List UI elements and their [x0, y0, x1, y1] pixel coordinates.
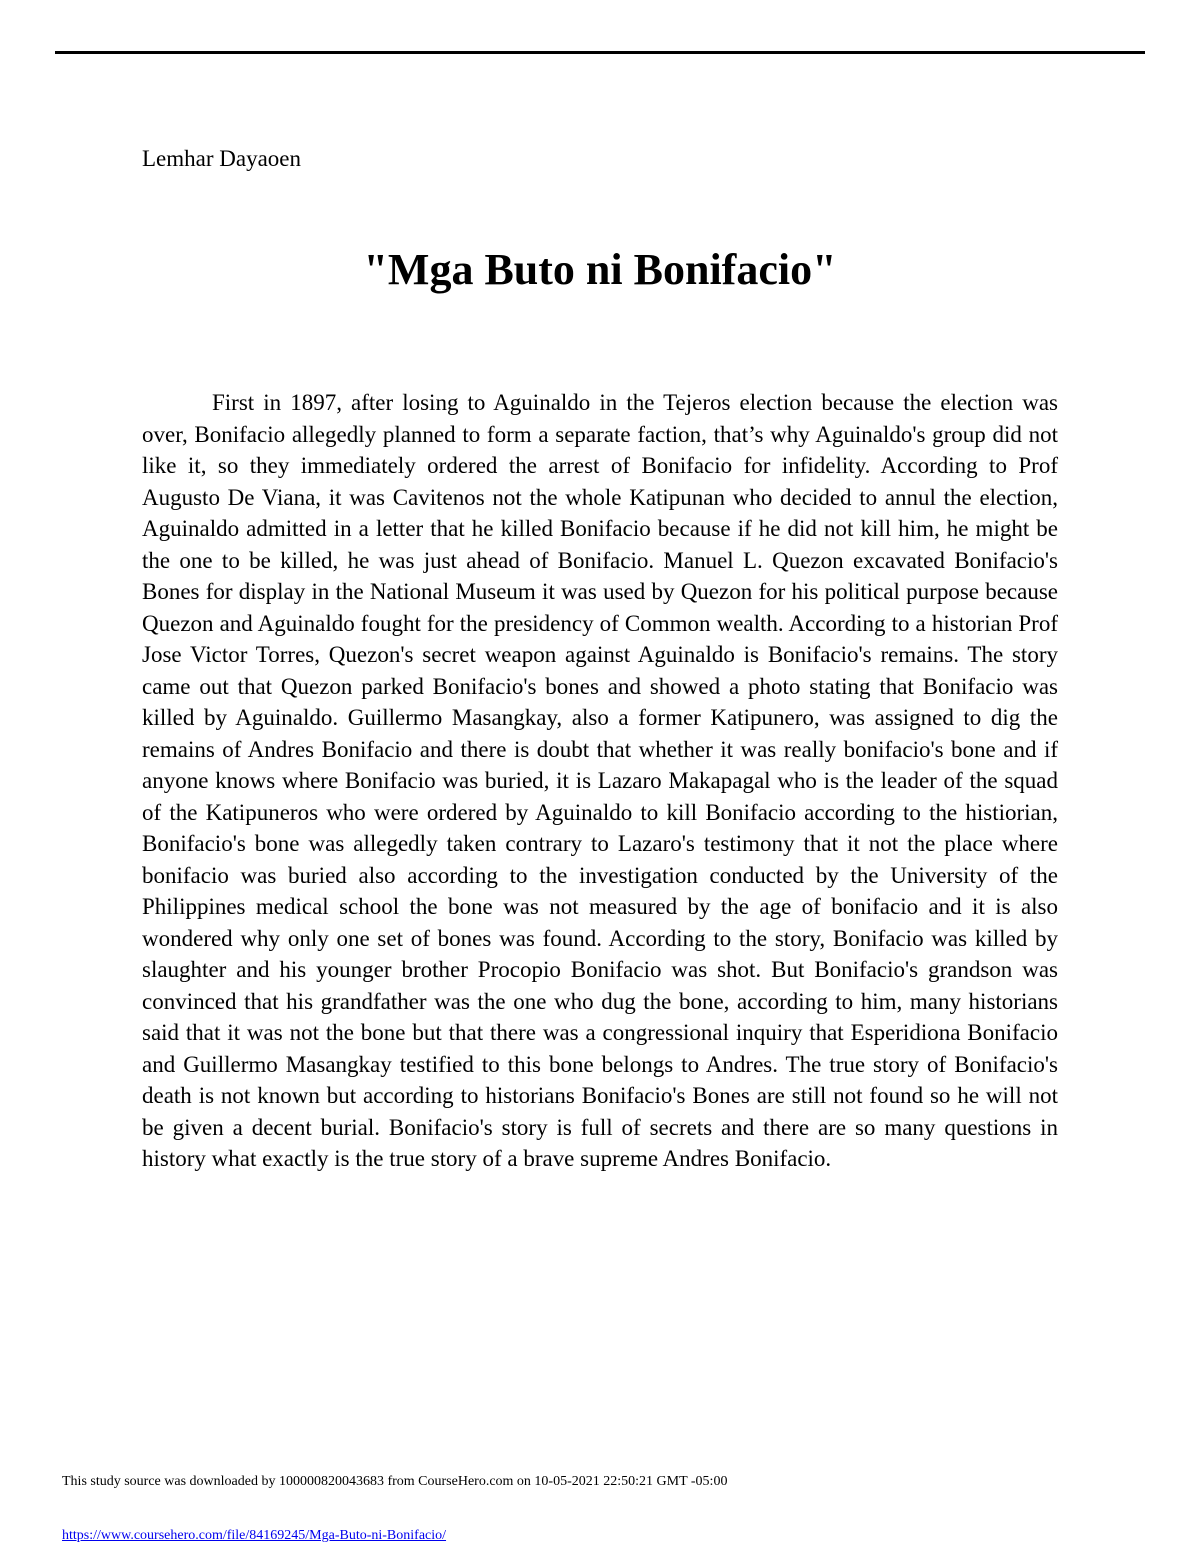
download-source-note: This study source was downloaded by 100000820043683 from CourseHero.com on 10-05-2021 22:50:21 GMT -05:00 [62, 1474, 728, 1489]
source-url-link[interactable]: https://www.coursehero.com/file/84169245/Mga-Buto-ni-Bonifacio/ [62, 1528, 447, 1543]
document-title: "Mga Buto ni Bonifacio" [363, 245, 837, 294]
body-paragraph: First in 1897, after losing to Aguinaldo in the Tejeros election because the election was over, Bonifacio allegedly planned to form a separate faction, that’s why Aguinaldo's group did not like it, so they immediately ordered the arrest of Bonifacio for infidelity. According to Prof Augusto De Viana, it was Cavitenos not the whole Katipunan who decided to annul the election, Aguinaldo admitted in a letter that he killed Bonifacio because if he did not kill him, he might be the one to be killed, he was just ahead of Bonifacio. Manuel L. Quezon excavated Bonifacio's Bones for display in the National Museum it was used by Quezon for his political purpose because Quezon and Aguinaldo fought for the presidency of Common wealth. According to a historian Prof Jose Victor Torres, Quezon's secret weapon against Aguinaldo is Bonifacio's remains. The story came out that Quezon parked Bonifacio's bones and showed a photo stating that Bonifacio was killed by Aguinaldo. Guillermo Masangkay, also a former Katipunero, was assigned to dig the remains of Andres Bonifacio and there is doubt that whether it was really bonifacio's bone and if anyone knows where Bonifacio was buried, it is Lazaro Makapagal who is the leader of the squad of the Katipuneros who were ordered by Aguinaldo to kill Bonifacio according to the histiorian, Bonifacio's bone was allegedly taken contrary to Lazaro's testimony that it not the place where bonifacio was buried also according to the investigation conducted by the University of the Philippines medical school the bone was not measured by the age of bonifacio and it is also wondered why only one set of bones was found. According to the story, Bonifacio was killed by slaughter and his younger brother Procopio Bonifacio was shot. But Bonifacio's grandson was convinced that his grandfather was the one who dug the bone, according to him, many historians said that it was not the bone but that there was a congressional inquiry that Esperidiona Bonifacio and Guillermo Masangkay testified to this bone belongs to Andres. The true story of Bonifacio's death is not known but according to historians Bonifacio's Bones are still not found so he will not be given a decent burial. Bonifacio's story is full of secrets and there are so many questions in history what exactly is the true story of a brave supreme Andres Bonifacio. [142, 390, 1058, 1171]
header-divider [55, 51, 1145, 54]
author-name: Lemhar Dayaoen [142, 146, 302, 171]
